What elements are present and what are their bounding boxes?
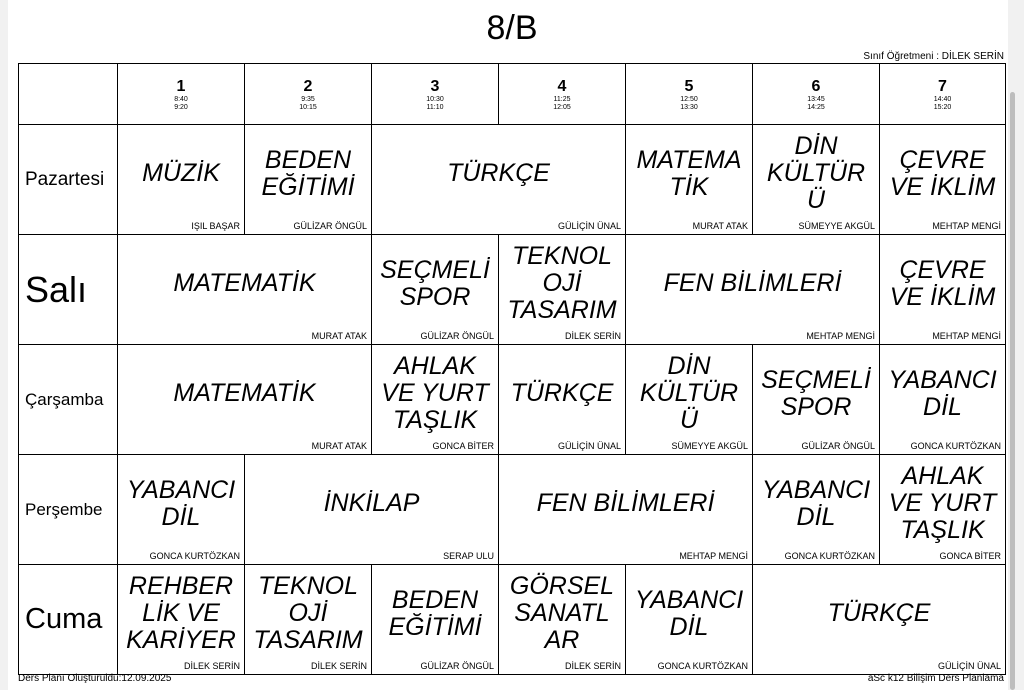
lesson-teacher: GONCA KURTÖZKAN bbox=[657, 661, 748, 671]
lesson-cell[interactable] bbox=[372, 565, 499, 675]
period-end-time: 14:25 bbox=[807, 103, 825, 111]
lesson-subject: GÖRSEL SANATL AR bbox=[509, 572, 615, 654]
software-brand: aSc k12 Bilişim Ders Planlama bbox=[867, 673, 1004, 684]
lesson-cell[interactable] bbox=[245, 125, 372, 235]
lesson-subject: AHLAK VE YURT TAŞLIK bbox=[381, 352, 489, 434]
period-end-time: 12:05 bbox=[553, 103, 571, 111]
lesson-teacher: GÜLİÇİN ÜNAL bbox=[937, 661, 1001, 671]
lesson-teacher: DİLEK SERİN bbox=[183, 661, 240, 671]
lesson-teacher: MURAT ATAK bbox=[311, 331, 367, 341]
created-date: Ders Planı Oluşturuldu:12.09.2025 bbox=[18, 673, 172, 684]
lesson-cell[interactable] bbox=[753, 345, 880, 455]
period-number: 2 bbox=[303, 77, 313, 95]
period-start-time: 10:30 bbox=[426, 95, 444, 103]
lesson-subject: İNKİLAP bbox=[323, 489, 420, 517]
lesson-teacher: GONCA KURTÖZKAN bbox=[784, 551, 875, 561]
lesson-subject: AHLAK VE YURT TAŞLIK bbox=[888, 462, 997, 544]
period-start-time: 11:25 bbox=[553, 95, 571, 103]
lesson-teacher: GÜLİZAR ÖNGÜL bbox=[420, 661, 494, 671]
day-row bbox=[19, 125, 1006, 235]
lesson-cell[interactable] bbox=[118, 235, 372, 345]
lesson-subject: DİN KÜLTÜR Ü bbox=[766, 132, 866, 214]
period-end-time: 9:20 bbox=[174, 103, 188, 111]
period-start-time: 14:40 bbox=[933, 95, 952, 103]
lesson-subject: DİN KÜLTÜR Ü bbox=[639, 352, 739, 434]
day-name: Perşembe bbox=[19, 455, 118, 565]
period-header bbox=[626, 64, 753, 125]
lesson-cell[interactable] bbox=[118, 345, 372, 455]
lesson-cell[interactable] bbox=[499, 565, 626, 675]
period-header bbox=[372, 64, 499, 125]
lesson-subject: YABANCI DİL bbox=[888, 365, 997, 421]
lesson-cell[interactable] bbox=[372, 235, 499, 345]
lesson-subject: YABANCI DİL bbox=[634, 585, 744, 641]
day-row bbox=[19, 455, 1006, 565]
lesson-cell[interactable] bbox=[118, 455, 245, 565]
day-name: Salı bbox=[19, 235, 118, 345]
lesson-cell[interactable] bbox=[245, 455, 499, 565]
period-number: 6 bbox=[811, 77, 821, 95]
day-row bbox=[19, 565, 1006, 675]
lesson-cell[interactable] bbox=[499, 345, 626, 455]
day-name: Cuma bbox=[19, 565, 118, 675]
period-number: 4 bbox=[557, 77, 567, 95]
lesson-subject: YABANCI DİL bbox=[126, 475, 236, 531]
period-header bbox=[880, 64, 1006, 125]
lesson-cell[interactable] bbox=[753, 125, 880, 235]
lesson-subject: MATEMATİK bbox=[173, 269, 316, 297]
lesson-teacher: MURAT ATAK bbox=[311, 441, 367, 451]
lesson-teacher: DİLEK SERİN bbox=[564, 661, 621, 671]
period-end-time: 10:15 bbox=[299, 103, 317, 111]
period-header-row bbox=[19, 64, 1006, 125]
lesson-cell[interactable] bbox=[880, 235, 1006, 345]
lesson-teacher: GONCA BİTER bbox=[939, 551, 1001, 561]
lesson-subject: REHBER LİK VE KARİYER bbox=[126, 572, 236, 654]
lesson-subject: BEDEN EĞİTİMİ bbox=[388, 585, 482, 641]
period-number: 3 bbox=[430, 77, 440, 95]
lesson-teacher: IŞIL BAŞAR bbox=[191, 221, 240, 231]
vertical-scrollbar[interactable] bbox=[1010, 92, 1015, 690]
lesson-subject: ÇEVRE VE İKLİM bbox=[889, 255, 996, 311]
lesson-subject: SEÇMELİ SPOR bbox=[380, 255, 490, 311]
lesson-subject: FEN BİLİMLERİ bbox=[663, 269, 842, 297]
lesson-cell[interactable] bbox=[372, 125, 626, 235]
page-title: 8/B bbox=[486, 9, 538, 47]
lesson-teacher: MEHTAP MENGİ bbox=[932, 221, 1001, 231]
lesson-teacher: MEHTAP MENGİ bbox=[806, 331, 875, 341]
lesson-cell[interactable] bbox=[499, 235, 626, 345]
lesson-teacher: GONCA KURTÖZKAN bbox=[910, 441, 1001, 451]
lesson-teacher: DİLEK SERİN bbox=[310, 661, 367, 671]
lesson-cell[interactable] bbox=[118, 125, 245, 235]
lesson-teacher: DİLEK SERİN bbox=[564, 331, 621, 341]
lesson-subject: SEÇMELİ SPOR bbox=[761, 365, 871, 421]
period-number: 5 bbox=[684, 77, 694, 95]
lesson-subject: YABANCI DİL bbox=[761, 475, 871, 531]
day-row bbox=[19, 345, 1006, 455]
lesson-cell[interactable] bbox=[626, 565, 753, 675]
lesson-subject: FEN BİLİMLERİ bbox=[536, 489, 715, 517]
period-start-time: 12:50 bbox=[680, 95, 698, 103]
period-start-time: 8:40 bbox=[174, 95, 188, 103]
lesson-subject: TEKNOL OJİ TASARIM bbox=[507, 242, 617, 324]
lesson-subject: TÜRKÇE bbox=[510, 379, 614, 407]
timetable bbox=[18, 63, 1006, 675]
lesson-subject: BEDEN EĞİTİMİ bbox=[261, 145, 355, 201]
lesson-cell[interactable] bbox=[880, 125, 1006, 235]
lesson-cell[interactable] bbox=[245, 565, 372, 675]
lesson-cell[interactable] bbox=[753, 455, 880, 565]
lesson-teacher: GÜLİÇİN ÜNAL bbox=[557, 221, 621, 231]
lesson-cell[interactable] bbox=[880, 455, 1006, 565]
class-teacher-label: Sınıf Öğretmeni : DİLEK SERİN bbox=[863, 51, 1004, 62]
lesson-teacher: MEHTAP MENGİ bbox=[932, 331, 1001, 341]
lesson-subject: MATEMATİK bbox=[173, 379, 316, 407]
lesson-teacher: GONCA KURTÖZKAN bbox=[149, 551, 240, 561]
lesson-cell[interactable] bbox=[118, 565, 245, 675]
day-name: Çarşamba bbox=[19, 345, 118, 455]
lesson-subject: ÇEVRE VE İKLİM bbox=[889, 145, 996, 201]
lesson-subject: MATEMA TİK bbox=[636, 145, 742, 201]
lesson-cell[interactable] bbox=[626, 125, 753, 235]
period-header bbox=[499, 64, 626, 125]
lesson-teacher: SÜMEYYE AKGÜL bbox=[798, 221, 875, 231]
day-row bbox=[19, 235, 1006, 345]
day-name: Pazartesi bbox=[19, 125, 118, 235]
lesson-teacher: MEHTAP MENGİ bbox=[679, 551, 748, 561]
period-start-time: 13:45 bbox=[807, 95, 825, 103]
period-header bbox=[753, 64, 880, 125]
lesson-subject: MÜZİK bbox=[142, 159, 220, 187]
lesson-teacher: GÜLİÇİN ÜNAL bbox=[557, 441, 621, 451]
lesson-teacher: SERAP ULU bbox=[443, 551, 494, 561]
lesson-teacher: GONCA BİTER bbox=[432, 441, 494, 451]
lesson-cell[interactable] bbox=[880, 345, 1006, 455]
lesson-cell[interactable] bbox=[372, 345, 499, 455]
period-number: 7 bbox=[938, 77, 947, 95]
lesson-cell[interactable] bbox=[499, 455, 753, 565]
lesson-cell[interactable] bbox=[753, 565, 1006, 675]
period-end-time: 11:10 bbox=[426, 103, 444, 111]
lesson-subject: TEKNOL OJİ TASARIM bbox=[253, 572, 363, 654]
lesson-teacher: GÜLİZAR ÖNGÜL bbox=[420, 331, 494, 341]
lesson-subject: TÜRKÇE bbox=[447, 159, 550, 187]
period-header bbox=[118, 64, 245, 125]
corner-cell bbox=[19, 64, 118, 125]
lesson-teacher: GÜLİZAR ÖNGÜL bbox=[293, 221, 367, 231]
lesson-cell[interactable] bbox=[626, 345, 753, 455]
period-header bbox=[245, 64, 372, 125]
period-end-time: 13:30 bbox=[680, 103, 698, 111]
period-end-time: 15:20 bbox=[933, 103, 952, 111]
period-number: 1 bbox=[176, 77, 186, 95]
lesson-teacher: SÜMEYYE AKGÜL bbox=[671, 441, 748, 451]
period-start-time: 9:35 bbox=[301, 95, 315, 103]
lesson-subject: TÜRKÇE bbox=[827, 599, 931, 627]
lesson-teacher: MURAT ATAK bbox=[692, 221, 748, 231]
lesson-cell[interactable] bbox=[626, 235, 880, 345]
lesson-teacher: GÜLİZAR ÖNGÜL bbox=[801, 441, 875, 451]
